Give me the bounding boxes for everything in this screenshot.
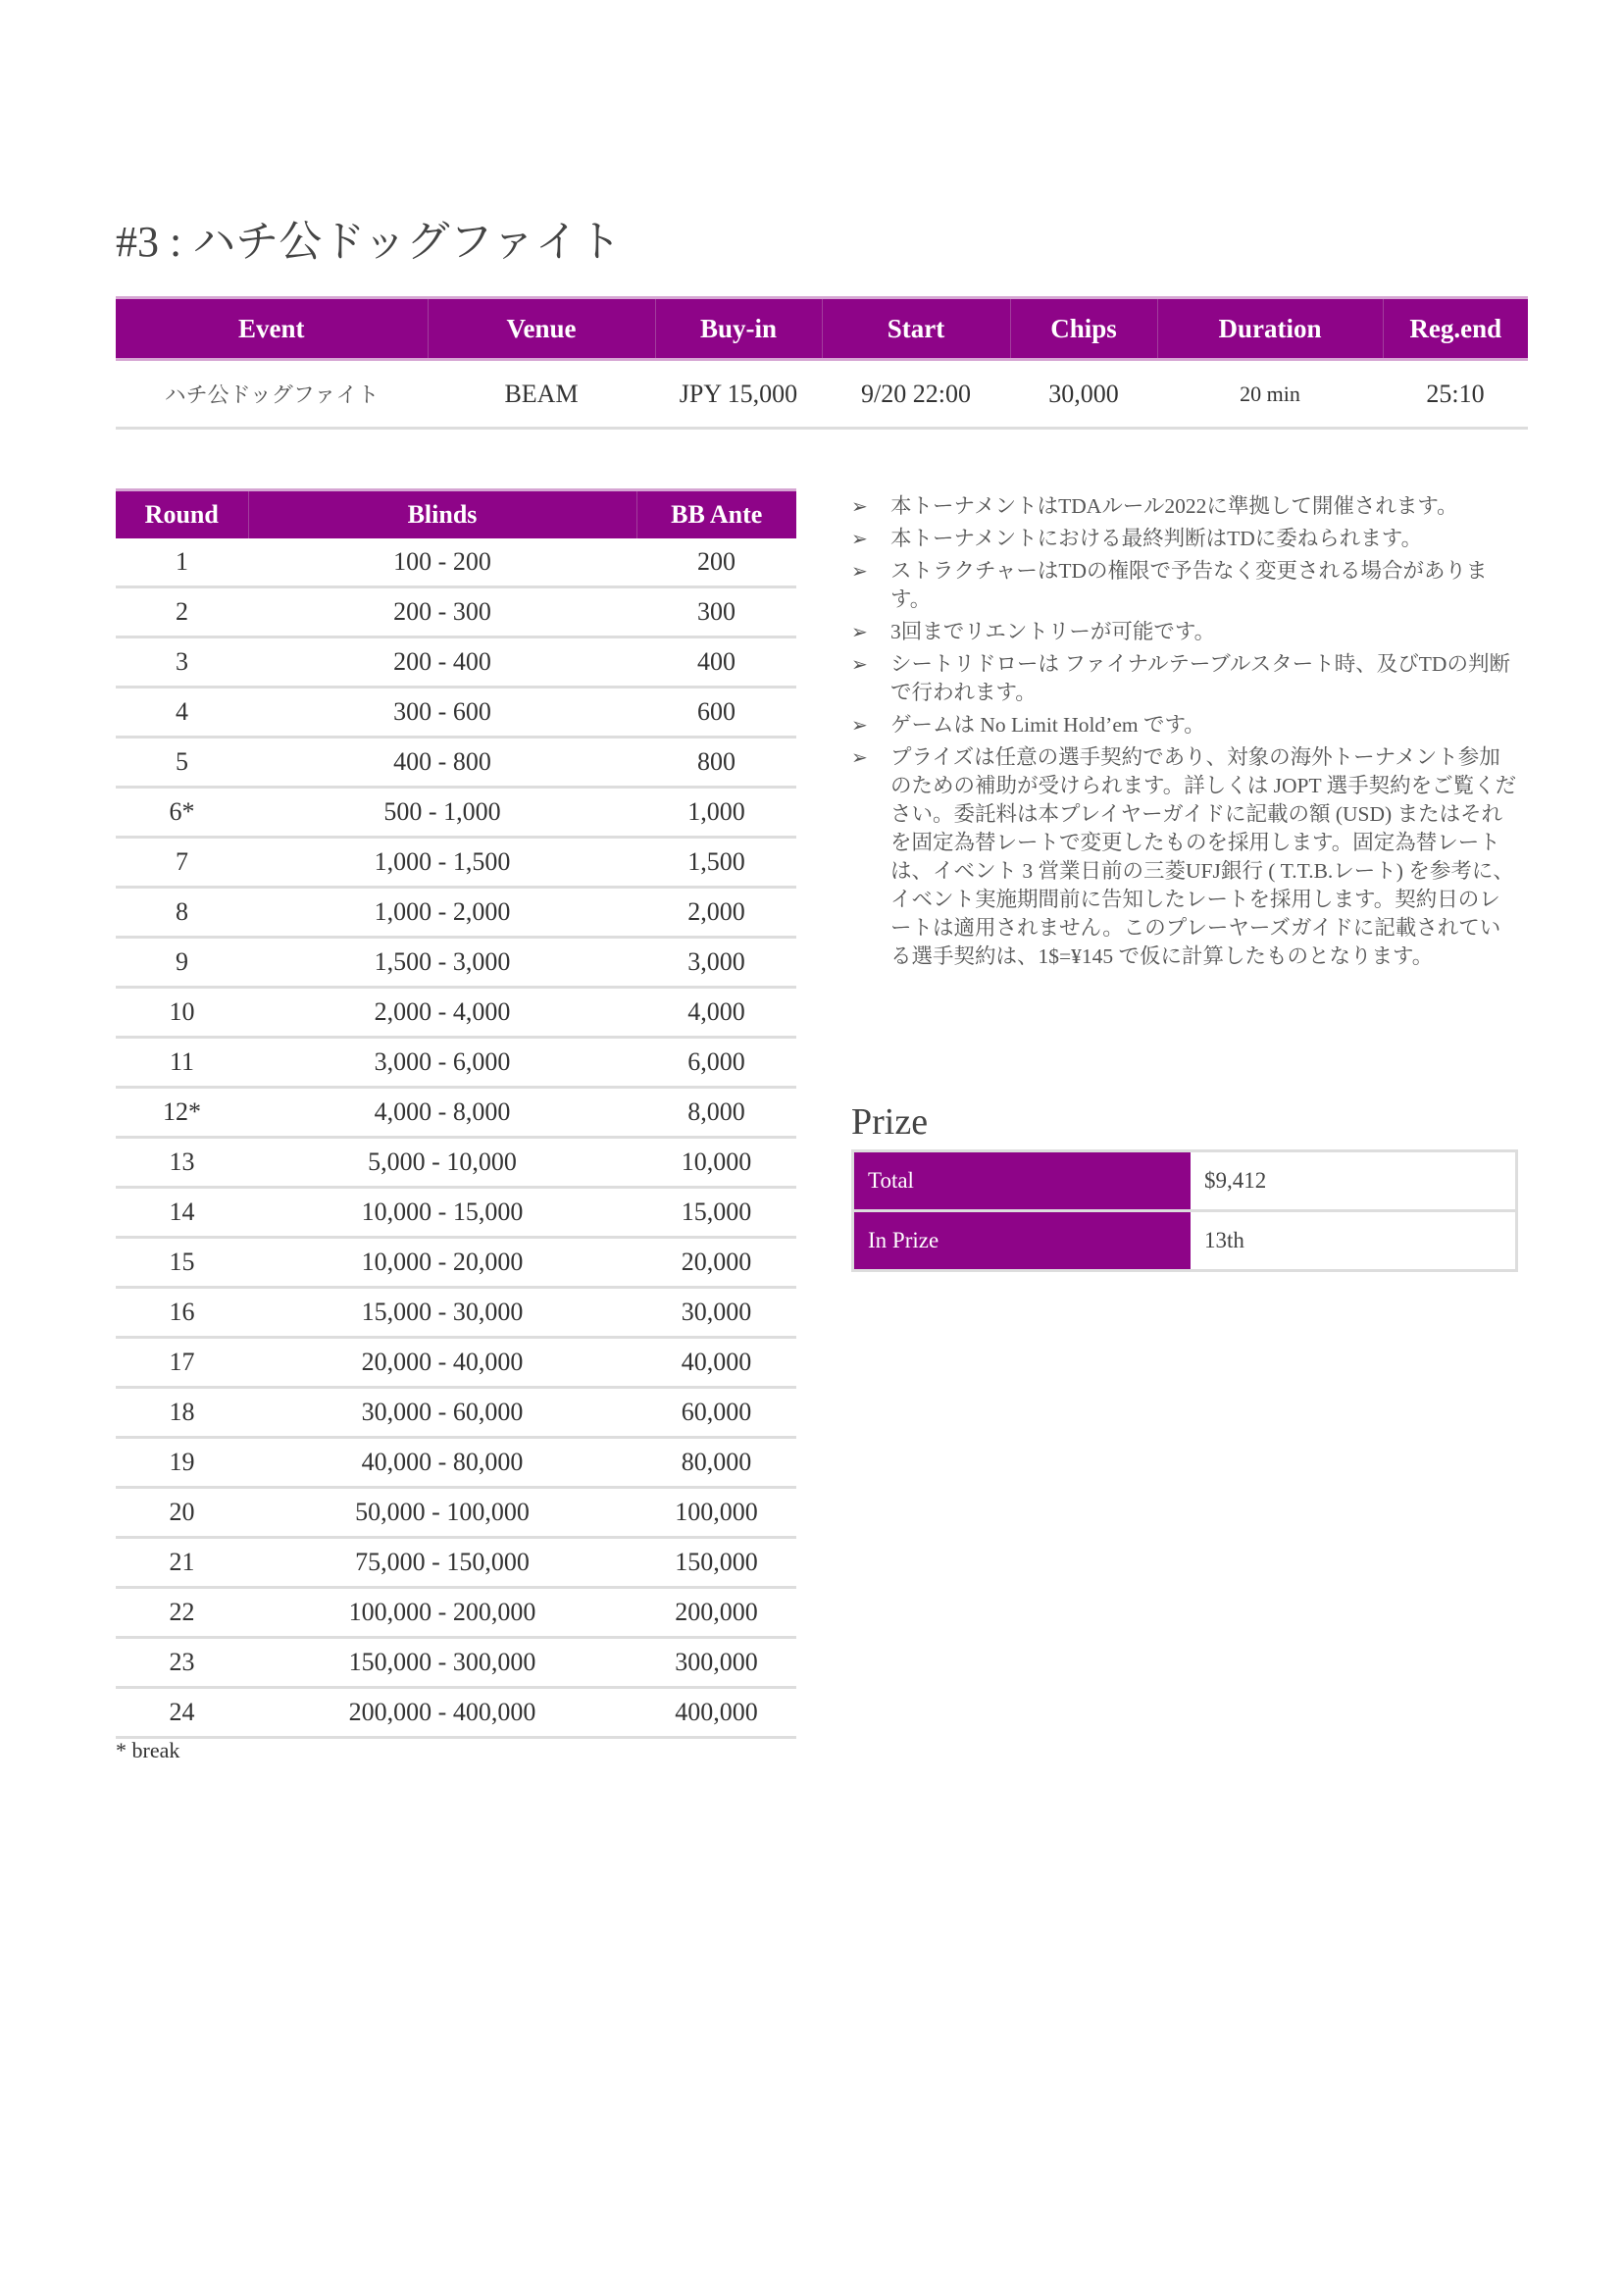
blinds-round-cell: 22 <box>116 1588 248 1638</box>
blinds-round-cell: 24 <box>116 1688 248 1738</box>
page-title: #3 : ハチ公ドッグファイト <box>116 218 622 266</box>
blinds-round-cell: 15 <box>116 1238 248 1288</box>
blinds-ante-cell: 80,000 <box>636 1438 796 1488</box>
prize-row-total <box>853 1151 1517 1211</box>
blinds-ante-cell: 3,000 <box>636 938 796 988</box>
blinds-value-cell: 10,000 - 20,000 <box>248 1238 636 1288</box>
blinds-value-cell: 75,000 - 150,000 <box>248 1538 636 1588</box>
blinds-value-cell: 200 - 400 <box>248 637 636 688</box>
event-regend: 25:10 <box>1383 360 1528 429</box>
blinds-value-cell: 40,000 - 80,000 <box>248 1438 636 1488</box>
blinds-ante-cell: 100,000 <box>636 1488 796 1538</box>
blinds-round-cell: 6* <box>116 788 248 838</box>
blinds-ante-cell: 4,000 <box>636 988 796 1038</box>
blinds-row <box>116 1088 796 1138</box>
blinds-ante-cell: 1,000 <box>636 788 796 838</box>
rules-note-item <box>851 492 1518 521</box>
blinds-value-cell: 50,000 - 100,000 <box>248 1488 636 1538</box>
prize-value-in-prize: 13th <box>1191 1211 1517 1271</box>
arrow-bullet-icon: ➢ <box>851 713 868 737</box>
blinds-value-cell: 100 - 200 <box>248 538 636 587</box>
arrow-bullet-icon: ➢ <box>851 494 868 518</box>
arrow-bullet-icon: ➢ <box>851 745 868 769</box>
blinds-value-cell: 200 - 300 <box>248 587 636 637</box>
blinds-round-cell: 10 <box>116 988 248 1038</box>
blinds-row <box>116 1588 796 1638</box>
event-start: 9/20 22:00 <box>822 360 1010 429</box>
blinds-row <box>116 1038 796 1088</box>
prize-label-total: Total <box>853 1151 1192 1211</box>
blinds-round-cell: 7 <box>116 838 248 888</box>
rules-note-text: ストラクチャーはTDの権限で予告なく変更される場合があります。 <box>890 559 1488 611</box>
rules-note-text: 3回までリエントリーが可能です。 <box>890 620 1216 643</box>
rules-note-item <box>851 650 1518 707</box>
blinds-header-row <box>116 490 796 539</box>
blinds-value-cell: 4,000 - 8,000 <box>248 1088 636 1138</box>
blinds-row <box>116 688 796 738</box>
event-chips: 30,000 <box>1010 360 1157 429</box>
blinds-ante-cell: 15,000 <box>636 1188 796 1238</box>
blinds-round-cell: 20 <box>116 1488 248 1538</box>
blinds-row <box>116 738 796 788</box>
event-duration: 20 min <box>1157 360 1383 429</box>
event-header-duration: Duration <box>1157 298 1383 360</box>
blinds-value-cell: 3,000 - 6,000 <box>248 1038 636 1088</box>
blinds-round-cell: 11 <box>116 1038 248 1088</box>
blinds-row <box>116 1188 796 1238</box>
event-data-row <box>116 360 1528 429</box>
blinds-round-cell: 1 <box>116 538 248 587</box>
blinds-header-round: Round <box>116 490 248 539</box>
blinds-row <box>116 1488 796 1538</box>
break-footnote: * break <box>116 1738 180 1762</box>
blinds-ante-cell: 800 <box>636 738 796 788</box>
prize-value-total: $9,412 <box>1191 1151 1517 1211</box>
arrow-bullet-icon: ➢ <box>851 652 868 676</box>
blinds-round-cell: 8 <box>116 888 248 938</box>
blinds-row <box>116 538 796 587</box>
blinds-round-cell: 19 <box>116 1438 248 1488</box>
rules-note-item <box>851 618 1518 646</box>
blinds-round-cell: 9 <box>116 938 248 988</box>
blinds-round-cell: 4 <box>116 688 248 738</box>
blinds-ante-cell: 150,000 <box>636 1538 796 1588</box>
blinds-header-ante: BB Ante <box>636 490 796 539</box>
blinds-ante-cell: 200,000 <box>636 1588 796 1638</box>
rules-notes-list <box>851 492 1518 975</box>
blinds-row <box>116 1438 796 1488</box>
rules-note-text: プライズは任意の選手契約であり、対象の海外トーナメント参加のための補助が受けられます。詳しくは JOPT 選手契約をご覧ください。委託料は本プレイヤーガイドに記載の額 (USD) またはそれを固定為替レートで変更したものを採用します。固定為替レートは、イベント 3 営業日前の三菱UFJ銀行 ( T.T.B.レート) を参考に、イベント実施期間前に告知したレートを採用します。契約日のレートは適用されません。このプレーヤーズガイドに記載されている選手契約は、1$=¥145 で仮に計算したものとなります。 <box>890 745 1517 968</box>
blinds-row <box>116 1338 796 1388</box>
blinds-value-cell: 15,000 - 30,000 <box>248 1288 636 1338</box>
event-header-regend: Reg.end <box>1383 298 1528 360</box>
blinds-row <box>116 1638 796 1688</box>
blinds-round-cell: 18 <box>116 1388 248 1438</box>
arrow-bullet-icon: ➢ <box>851 620 868 643</box>
blinds-ante-cell: 300,000 <box>636 1638 796 1688</box>
blinds-round-cell: 16 <box>116 1288 248 1338</box>
blinds-value-cell: 1,500 - 3,000 <box>248 938 636 988</box>
blinds-row <box>116 838 796 888</box>
rules-note-text: ゲームは No Limit Hold’em です。 <box>890 713 1205 737</box>
event-header-row <box>116 298 1528 360</box>
arrow-bullet-icon: ➢ <box>851 559 868 583</box>
blinds-value-cell: 5,000 - 10,000 <box>248 1138 636 1188</box>
rules-note-item <box>851 557 1518 614</box>
rules-note-text: 本トーナメントはTDAルール2022に準拠して開催されます。 <box>890 494 1458 518</box>
blinds-value-cell: 30,000 - 60,000 <box>248 1388 636 1438</box>
blinds-value-cell: 150,000 - 300,000 <box>248 1638 636 1688</box>
blinds-ante-cell: 1,500 <box>636 838 796 888</box>
blinds-value-cell: 2,000 - 4,000 <box>248 988 636 1038</box>
blinds-row <box>116 587 796 637</box>
prize-label-in-prize: In Prize <box>853 1211 1192 1271</box>
blinds-value-cell: 100,000 - 200,000 <box>248 1588 636 1638</box>
blinds-round-cell: 5 <box>116 738 248 788</box>
blinds-row <box>116 938 796 988</box>
blinds-row <box>116 788 796 838</box>
rules-note-text: シートリドローは ファイナルテーブルスタート時、及びTDの判断で行われます。 <box>890 652 1510 704</box>
blinds-value-cell: 1,000 - 1,500 <box>248 838 636 888</box>
rules-note-item <box>851 525 1518 553</box>
blinds-row <box>116 1538 796 1588</box>
blinds-ante-cell: 40,000 <box>636 1338 796 1388</box>
blinds-row <box>116 988 796 1038</box>
blinds-ante-cell: 60,000 <box>636 1388 796 1438</box>
blinds-ante-cell: 600 <box>636 688 796 738</box>
event-info-table <box>116 296 1528 430</box>
rules-note-text: 本トーナメントにおける最終判断はTDに委ねられます。 <box>890 527 1423 550</box>
blinds-row <box>116 637 796 688</box>
prize-table <box>851 1149 1518 1272</box>
blinds-ante-cell: 400 <box>636 637 796 688</box>
blinds-value-cell: 300 - 600 <box>248 688 636 738</box>
arrow-bullet-icon: ➢ <box>851 527 868 550</box>
blinds-ante-cell: 400,000 <box>636 1688 796 1738</box>
blinds-round-cell: 23 <box>116 1638 248 1688</box>
blinds-round-cell: 3 <box>116 637 248 688</box>
blinds-ante-cell: 10,000 <box>636 1138 796 1188</box>
prize-row-in-prize <box>853 1211 1517 1271</box>
blinds-value-cell: 1,000 - 2,000 <box>248 888 636 938</box>
blinds-round-cell: 2 <box>116 587 248 637</box>
blinds-value-cell: 400 - 800 <box>248 738 636 788</box>
blinds-round-cell: 12* <box>116 1088 248 1138</box>
blinds-ante-cell: 30,000 <box>636 1288 796 1338</box>
blinds-round-cell: 21 <box>116 1538 248 1588</box>
blinds-ante-cell: 200 <box>636 538 796 587</box>
blinds-value-cell: 10,000 - 15,000 <box>248 1188 636 1238</box>
event-header-event: Event <box>116 298 428 360</box>
blinds-ante-cell: 8,000 <box>636 1088 796 1138</box>
blinds-ante-cell: 6,000 <box>636 1038 796 1088</box>
prize-title: Prize <box>851 1101 929 1143</box>
blinds-structure-table <box>116 488 796 1739</box>
blinds-round-cell: 14 <box>116 1188 248 1238</box>
blinds-row <box>116 1238 796 1288</box>
blinds-row <box>116 1138 796 1188</box>
blinds-header-blinds: Blinds <box>248 490 636 539</box>
blinds-row <box>116 888 796 938</box>
event-name: ハチ公ドッグファイト <box>116 360 428 429</box>
event-header-start: Start <box>822 298 1010 360</box>
event-header-venue: Venue <box>428 298 655 360</box>
blinds-ante-cell: 2,000 <box>636 888 796 938</box>
blinds-round-cell: 13 <box>116 1138 248 1188</box>
blinds-row <box>116 1288 796 1338</box>
event-venue: BEAM <box>428 360 655 429</box>
blinds-body <box>116 538 796 1738</box>
rules-note-item <box>851 711 1518 739</box>
blinds-ante-cell: 300 <box>636 587 796 637</box>
blinds-ante-cell: 20,000 <box>636 1238 796 1288</box>
blinds-value-cell: 500 - 1,000 <box>248 788 636 838</box>
event-header-buyin: Buy-in <box>655 298 822 360</box>
event-buyin: JPY 15,000 <box>655 360 822 429</box>
blinds-value-cell: 20,000 - 40,000 <box>248 1338 636 1388</box>
rules-note-item <box>851 743 1518 971</box>
blinds-value-cell: 200,000 - 400,000 <box>248 1688 636 1738</box>
blinds-row <box>116 1388 796 1438</box>
blinds-round-cell: 17 <box>116 1338 248 1388</box>
blinds-row <box>116 1688 796 1738</box>
event-header-chips: Chips <box>1010 298 1157 360</box>
